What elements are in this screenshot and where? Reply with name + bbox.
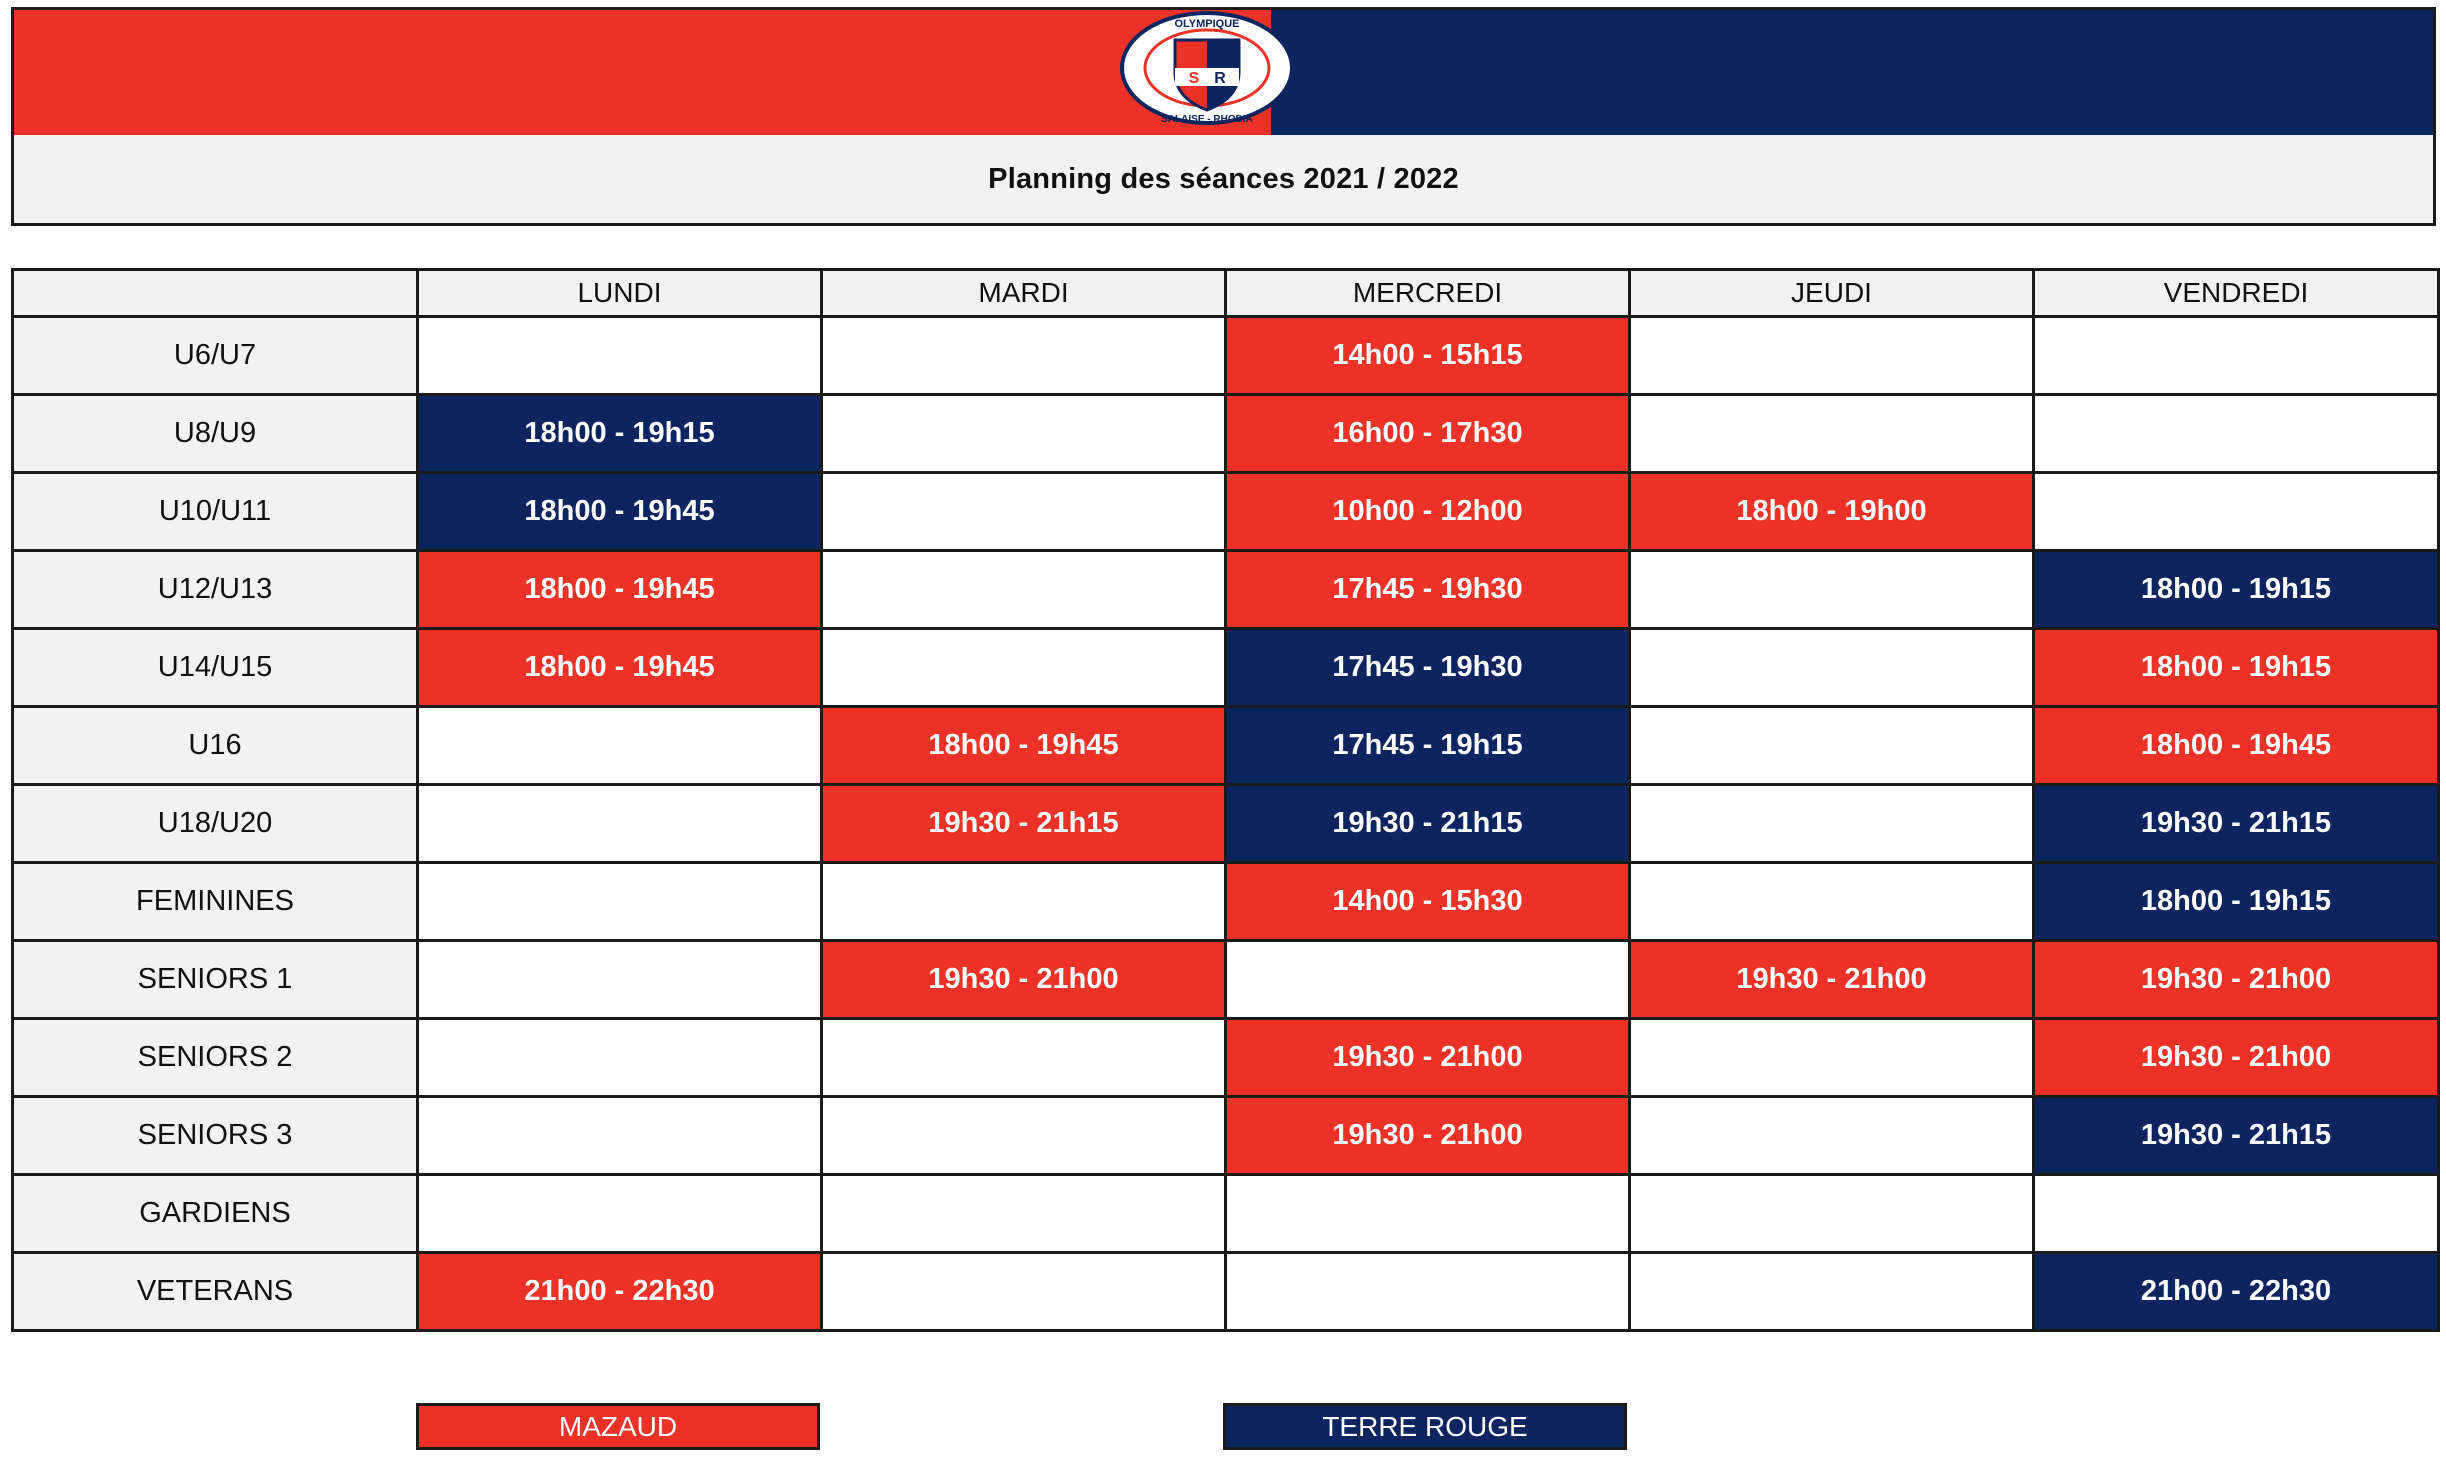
legend-terre-rouge xyxy=(1223,1403,1627,1450)
row-label: GARDIENS xyxy=(13,1175,418,1253)
session-cell-lundi xyxy=(418,1097,822,1175)
session-cell-mardi xyxy=(822,1097,1226,1175)
session-cell-jeudi: 19h30 - 21h00 xyxy=(1630,941,2034,1019)
session-cell-mardi xyxy=(822,863,1226,941)
day-header-mardi: MARDI xyxy=(822,270,1226,317)
session-cell-jeudi xyxy=(1630,1019,2034,1097)
session-cell-lundi: 18h00 - 19h15 xyxy=(418,395,822,473)
session-cell-mercredi xyxy=(1226,941,1630,1019)
table-row xyxy=(13,1019,2439,1097)
session-cell-mardi: 19h30 - 21h15 xyxy=(822,785,1226,863)
row-label: U8/U9 xyxy=(13,395,418,473)
session-cell-jeudi xyxy=(1630,707,2034,785)
logo-letter-r: R xyxy=(1214,70,1226,87)
session-cell-mardi: 19h30 - 21h00 xyxy=(822,941,1226,1019)
session-cell-mercredi: 16h00 - 17h30 xyxy=(1226,395,1630,473)
session-cell-vendredi: 18h00 - 19h15 xyxy=(2034,863,2439,941)
session-cell-jeudi xyxy=(1630,1253,2034,1331)
session-cell-jeudi xyxy=(1630,863,2034,941)
session-cell-jeudi xyxy=(1630,1175,2034,1253)
table-row xyxy=(13,629,2439,707)
title-bar xyxy=(11,135,2436,226)
session-cell-vendredi xyxy=(2034,473,2439,551)
session-cell-mardi xyxy=(822,395,1226,473)
session-cell-mercredi: 10h00 - 12h00 xyxy=(1226,473,1630,551)
session-cell-mardi xyxy=(822,317,1226,395)
session-cell-lundi xyxy=(418,1175,822,1253)
session-cell-jeudi: 18h00 - 19h00 xyxy=(1630,473,2034,551)
session-cell-jeudi xyxy=(1630,1097,2034,1175)
session-cell-mardi xyxy=(822,473,1226,551)
table-row xyxy=(13,941,2439,1019)
session-cell-jeudi xyxy=(1630,785,2034,863)
logo-ring-text-top: OLYMPIQUE xyxy=(1174,18,1240,30)
session-cell-vendredi: 19h30 - 21h00 xyxy=(2034,941,2439,1019)
session-cell-mardi xyxy=(822,1253,1226,1331)
session-cell-mercredi: 14h00 - 15h30 xyxy=(1226,863,1630,941)
session-cell-lundi: 18h00 - 19h45 xyxy=(418,629,822,707)
session-cell-lundi xyxy=(418,707,822,785)
table-header-row xyxy=(13,270,2439,317)
session-cell-mardi: 18h00 - 19h45 xyxy=(822,707,1226,785)
logo-letter-s: S xyxy=(1188,70,1200,87)
session-cell-jeudi xyxy=(1630,551,2034,629)
row-label: U18/U20 xyxy=(13,785,418,863)
session-cell-vendredi: 21h00 - 22h30 xyxy=(2034,1253,2439,1331)
session-cell-vendredi: 19h30 - 21h00 xyxy=(2034,1019,2439,1097)
page-title: Planning des séances 2021 / 2022 xyxy=(988,162,1459,195)
session-cell-vendredi xyxy=(2034,1175,2439,1253)
session-cell-vendredi xyxy=(2034,317,2439,395)
schedule-table xyxy=(11,268,2440,1332)
session-cell-vendredi: 19h30 - 21h15 xyxy=(2034,785,2439,863)
table-row xyxy=(13,785,2439,863)
session-cell-mercredi xyxy=(1226,1253,1630,1331)
legend-mazaud xyxy=(416,1403,820,1450)
logo-ring-text-bottom: SALAISE - RHODIA xyxy=(1161,114,1253,125)
session-cell-mardi xyxy=(822,1175,1226,1253)
session-cell-mercredi: 19h30 - 21h00 xyxy=(1226,1019,1630,1097)
row-label: U6/U7 xyxy=(13,317,418,395)
session-cell-vendredi: 18h00 - 19h45 xyxy=(2034,707,2439,785)
day-header-vendredi: VENDREDI xyxy=(2034,270,2439,317)
session-cell-mercredi: 19h30 - 21h15 xyxy=(1226,785,1630,863)
row-label: SENIORS 1 xyxy=(13,941,418,1019)
row-label: SENIORS 3 xyxy=(13,1097,418,1175)
session-cell-mercredi: 17h45 - 19h15 xyxy=(1226,707,1630,785)
session-cell-mardi xyxy=(822,551,1226,629)
table-row xyxy=(13,1253,2439,1331)
banner-red-half xyxy=(14,10,1271,135)
row-label: U16 xyxy=(13,707,418,785)
session-cell-vendredi: 18h00 - 19h15 xyxy=(2034,551,2439,629)
table-row xyxy=(13,707,2439,785)
session-cell-mercredi: 17h45 - 19h30 xyxy=(1226,551,1630,629)
session-cell-mardi xyxy=(822,1019,1226,1097)
row-label: FEMININES xyxy=(13,863,418,941)
table-row xyxy=(13,551,2439,629)
table-row xyxy=(13,1097,2439,1175)
session-cell-vendredi: 19h30 - 21h15 xyxy=(2034,1097,2439,1175)
session-cell-mercredi: 14h00 - 15h15 xyxy=(1226,317,1630,395)
row-label: U14/U15 xyxy=(13,629,418,707)
row-label: VETERANS xyxy=(13,1253,418,1331)
day-header-mercredi: MERCREDI xyxy=(1226,270,1630,317)
row-label: SENIORS 2 xyxy=(13,1019,418,1097)
day-header-jeudi: JEUDI xyxy=(1630,270,2034,317)
table-row xyxy=(13,317,2439,395)
session-cell-mercredi: 17h45 - 19h30 xyxy=(1226,629,1630,707)
session-cell-lundi xyxy=(418,1019,822,1097)
session-cell-lundi xyxy=(418,785,822,863)
legend-mazaud-label: MAZAUD xyxy=(558,1410,678,1442)
session-cell-mardi xyxy=(822,629,1226,707)
legend-terre-rouge-label: TERRE ROUGE xyxy=(1322,1410,1528,1442)
row-label: U10/U11 xyxy=(13,473,418,551)
session-cell-mercredi xyxy=(1226,1175,1630,1253)
banner-navy-half xyxy=(1271,10,2433,135)
row-label: U12/U13 xyxy=(13,551,418,629)
session-cell-lundi: 21h00 - 22h30 xyxy=(418,1253,822,1331)
session-cell-jeudi xyxy=(1630,317,2034,395)
table-row xyxy=(13,395,2439,473)
session-cell-jeudi xyxy=(1630,629,2034,707)
session-cell-jeudi xyxy=(1630,395,2034,473)
corner-cell xyxy=(13,270,418,317)
table-row xyxy=(13,863,2439,941)
table-row xyxy=(13,473,2439,551)
club-logo xyxy=(1119,10,1295,126)
session-cell-vendredi: 18h00 - 19h15 xyxy=(2034,629,2439,707)
session-cell-lundi xyxy=(418,317,822,395)
session-cell-lundi xyxy=(418,863,822,941)
session-cell-vendredi xyxy=(2034,395,2439,473)
session-cell-lundi: 18h00 - 19h45 xyxy=(418,551,822,629)
table-row xyxy=(13,1175,2439,1253)
day-header-lundi: LUNDI xyxy=(418,270,822,317)
session-cell-lundi: 18h00 - 19h45 xyxy=(418,473,822,551)
session-cell-mercredi: 19h30 - 21h00 xyxy=(1226,1097,1630,1175)
session-cell-lundi xyxy=(418,941,822,1019)
